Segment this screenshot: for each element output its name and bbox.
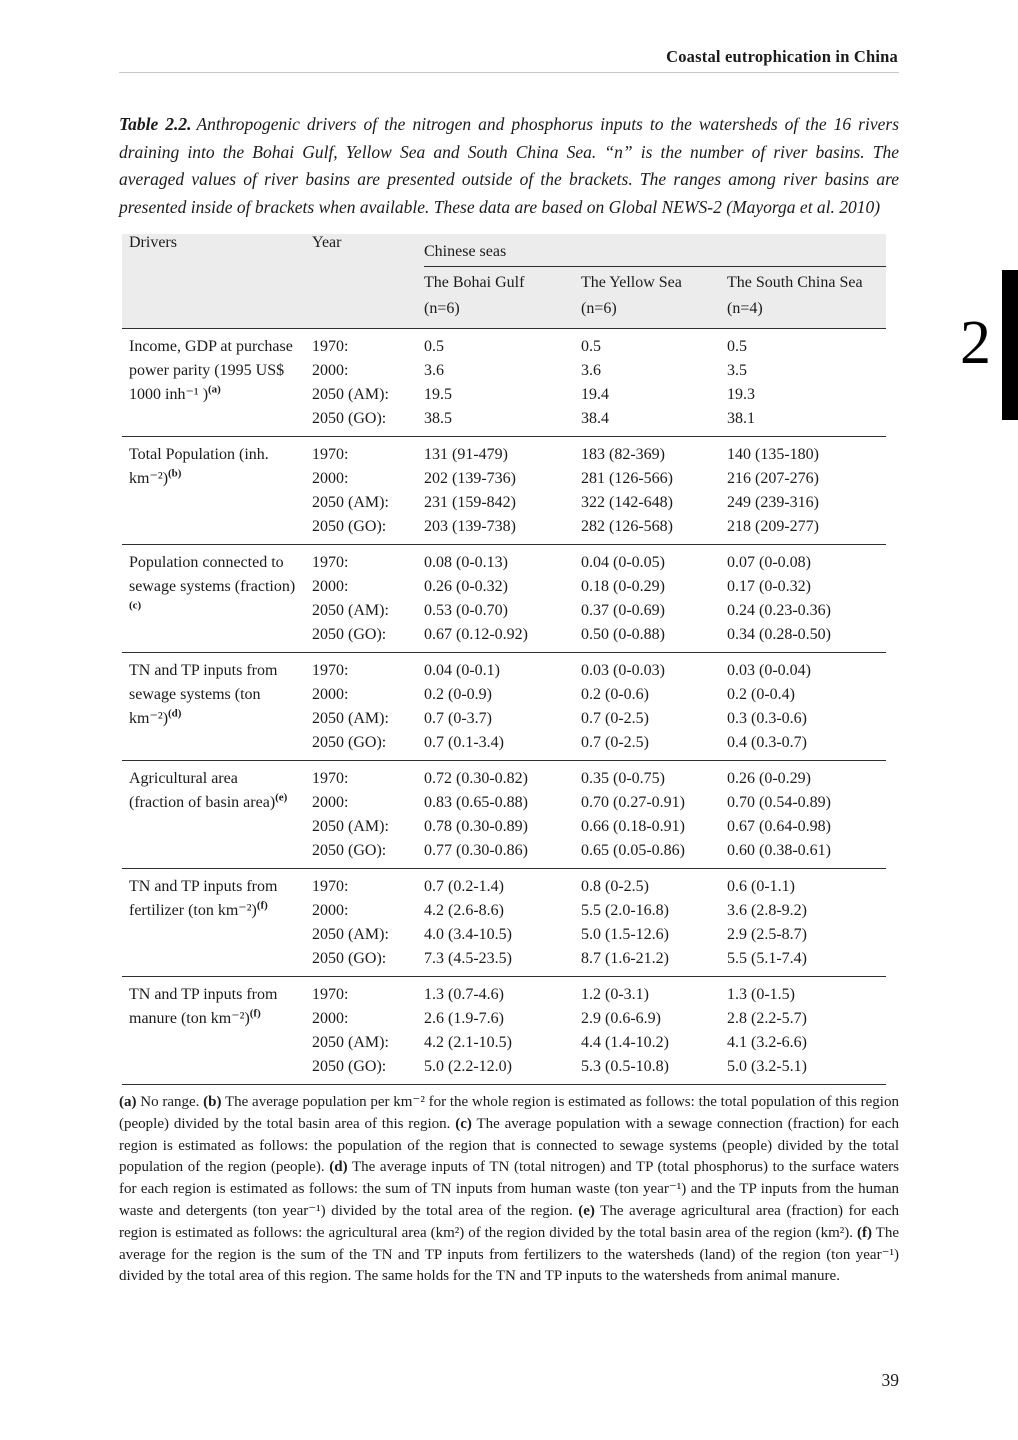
driver-text: TN and TP inputs from manure (ton km⁻²) <box>129 986 278 1027</box>
value-cell: 0.65 (0.05-0.86) <box>581 842 685 859</box>
driver-group <box>122 977 886 1085</box>
table-row <box>122 977 886 1008</box>
table-row <box>122 545 886 576</box>
driver-text: Total Population (inh. km⁻²) <box>129 446 269 487</box>
year-label: 2000: <box>312 794 349 811</box>
table-row <box>122 653 886 684</box>
chapter-number: 2 <box>960 309 991 377</box>
value-cell: 0.37 (0-0.69) <box>581 602 665 619</box>
footnote-marker: (a) <box>119 1094 137 1110</box>
value-cell: 0.83 (0.65-0.88) <box>424 794 528 811</box>
footnote-marker: (c) <box>455 1115 472 1132</box>
header-rule <box>119 72 899 73</box>
value-cell: 0.77 (0.30-0.86) <box>424 842 528 859</box>
value-cell: 140 (135-180) <box>727 446 819 463</box>
value-cell: 0.3 (0.3-0.6) <box>727 710 807 727</box>
value-cell: 0.08 (0-0.13) <box>424 554 508 571</box>
footnote-marker: (e) <box>578 1202 595 1219</box>
table-header <box>122 234 886 329</box>
driver-text: TN and TP inputs from sewage systems (ton km⁻²) <box>129 662 278 727</box>
value-cell: 0.03 (0-0.03) <box>581 662 665 679</box>
year-label: 1970: <box>312 986 349 1003</box>
table-row <box>122 761 886 792</box>
value-cell: 0.2 (0-0.6) <box>581 686 649 703</box>
value-cell: 0.7 (0-3.7) <box>424 710 492 727</box>
col-group-header-chinese-seas: Chinese seas <box>424 234 886 267</box>
value-cell: 231 (159-842) <box>424 494 516 511</box>
footnote-marker: (f) <box>856 1224 872 1241</box>
value-cell: 0.26 (0-0.29) <box>727 770 811 787</box>
footnote-marker: (c) <box>129 599 142 612</box>
value-cell: 183 (82-369) <box>581 446 665 463</box>
value-cell: 249 (239-316) <box>727 494 819 511</box>
value-cell: 2.8 (2.2-5.7) <box>727 1010 807 1027</box>
value-cell: 4.4 (1.4-10.2) <box>581 1034 669 1051</box>
year-label: 2050 (GO): <box>312 626 387 643</box>
value-cell: 202 (139-736) <box>424 470 516 487</box>
driver-label <box>122 545 312 653</box>
value-cell: 131 (91-479) <box>424 446 508 463</box>
year-label: 2050 (GO): <box>312 1058 387 1075</box>
table-row <box>122 869 886 900</box>
value-cell: 38.4 <box>581 410 609 427</box>
drivers-table <box>122 234 886 1085</box>
header-row-seas <box>122 234 886 267</box>
col-header-yellow-sea: The Yellow Sea <box>581 274 682 291</box>
col-n-south-china-sea: (n=4) <box>727 300 763 317</box>
value-cell: 4.1 (3.2-6.6) <box>727 1034 807 1051</box>
value-cell: 0.04 (0-0.1) <box>424 662 500 679</box>
year-label: 2050 (AM): <box>312 1034 389 1051</box>
year-label: 1970: <box>312 554 349 571</box>
value-cell: 0.2 (0-0.9) <box>424 686 492 703</box>
value-cell: 2.9 (2.5-8.7) <box>727 926 807 943</box>
value-cell: 5.5 (2.0-16.8) <box>581 902 669 919</box>
driver-label <box>122 977 312 1085</box>
value-cell: 218 (209-277) <box>727 518 819 535</box>
year-label: 2050 (GO): <box>312 842 387 859</box>
driver-text: TN and TP inputs from fertilizer (ton km⁻²) <box>129 878 278 919</box>
year-label: 2050 (AM): <box>312 602 389 619</box>
value-cell: 0.78 (0.30-0.89) <box>424 818 528 835</box>
value-cell: 4.2 (2.6-8.6) <box>424 902 504 919</box>
year-label: 2050 (GO): <box>312 950 387 967</box>
value-cell: 38.1 <box>727 410 755 427</box>
col-header-drivers: Drivers <box>129 234 177 251</box>
value-cell: 0.7 (0.1-3.4) <box>424 734 504 751</box>
value-cell: 0.7 (0-2.5) <box>581 734 649 751</box>
value-cell: 8.7 (1.6-21.2) <box>581 950 669 967</box>
driver-text: Population connected to sewage systems (fraction) <box>129 554 296 595</box>
footnotes: (a) No range. (b) The average population per km⁻² for the whole region is estimated as follows: the total population of this region (people) divided by the total basin area of this region. (c) The average population with a sewage connection (fraction) for each region is estimated as follows: the population of the region that is connected to sewage systems (people) divided by the total population of the region (people). (d) The average inputs of TN (total nitrogen) and TP (total phosphorus) to the surface waters for each region is estimated as follows: the sum of TN inputs from human waste (ton year⁻¹) and the TP inputs from the human waste and detergents (ton year⁻¹) divided by the total area of the region. (e) The average agricultural area (fraction) for each region is estimated as follows: the agricultural area (km²) of the region divided by the total basin area of the region (km²). (f) The average for the region is the sum of the TN and TP inputs from fertilizers to the watersheds (land) of the region (ton year⁻¹) divided by the total area of this region. The same holds for the TN and TP inputs to the watersheds from animal manure. <box>119 1094 899 1285</box>
value-cell: 0.35 (0-0.75) <box>581 770 665 787</box>
value-cell: 216 (207-276) <box>727 470 819 487</box>
value-cell: 0.26 (0-0.32) <box>424 578 508 595</box>
col-n-yellow-sea: (n=6) <box>581 300 617 317</box>
value-cell: 0.72 (0.30-0.82) <box>424 770 528 787</box>
value-cell: 5.0 (1.5-12.6) <box>581 926 669 943</box>
year-label: 2050 (GO): <box>312 734 387 751</box>
year-label: 2050 (AM): <box>312 926 389 943</box>
value-cell: 3.6 <box>581 362 601 379</box>
footnote-marker: (b) <box>168 467 182 480</box>
value-cell: 0.17 (0-0.32) <box>727 578 811 595</box>
driver-group <box>122 329 886 437</box>
driver-group <box>122 653 886 761</box>
value-cell: 0.5 <box>727 338 747 355</box>
value-cell: 0.2 (0-0.4) <box>727 686 795 703</box>
year-label: 2050 (GO): <box>312 518 387 535</box>
year-label: 1970: <box>312 770 349 787</box>
caption-text: Anthropogenic drivers of the nitrogen and phosphorus inputs to the watersheds of the 16 rivers draining into the Bohai Gulf, Yellow Sea and South China Sea. “n” is the number of river basins. The averaged values of river basins are presented outside of the brackets. The ranges among river basins are presented inside of brackets when available. These data are based on Global NEWS-2 (Mayorga et al. 2010) <box>119 114 900 217</box>
value-cell: 0.70 (0.54-0.89) <box>727 794 831 811</box>
value-cell: 5.0 (3.2-5.1) <box>727 1058 807 1075</box>
footnote-marker: (a) <box>208 383 221 396</box>
chapter-tab-bar <box>1002 270 1018 420</box>
year-label: 2000: <box>312 686 349 703</box>
year-label: 2050 (AM): <box>312 494 389 511</box>
value-cell: 7.3 (4.5-23.5) <box>424 950 512 967</box>
value-cell: 0.04 (0-0.05) <box>581 554 665 571</box>
value-cell: 281 (126-566) <box>581 470 673 487</box>
value-cell: 0.6 (0-1.1) <box>727 878 795 895</box>
value-cell: 1.2 (0-3.1) <box>581 986 649 1003</box>
year-label: 2050 (GO): <box>312 410 387 427</box>
driver-label <box>122 869 312 977</box>
value-cell: 0.5 <box>581 338 601 355</box>
year-label: 2050 (AM): <box>312 386 389 403</box>
footnote-marker: (f) <box>256 899 268 912</box>
footnote-marker: (d) <box>329 1159 348 1176</box>
year-label: 1970: <box>312 446 349 463</box>
value-cell: 0.67 (0.64-0.98) <box>727 818 831 835</box>
value-cell: 0.53 (0-0.70) <box>424 602 508 619</box>
year-label: 2000: <box>312 470 349 487</box>
value-cell: 282 (126-568) <box>581 518 673 535</box>
value-cell: 5.3 (0.5-10.8) <box>581 1058 669 1075</box>
year-label: 2050 (AM): <box>312 710 389 727</box>
value-cell: 0.70 (0.27-0.91) <box>581 794 685 811</box>
table-wrapper <box>119 234 899 1085</box>
value-cell: 0.03 (0-0.04) <box>727 662 811 679</box>
year-label: 2050 (AM): <box>312 818 389 835</box>
value-cell: 1.3 (0-1.5) <box>727 986 795 1003</box>
value-cell: 0.5 <box>424 338 444 355</box>
driver-label <box>122 329 312 437</box>
value-cell: 0.18 (0-0.29) <box>581 578 665 595</box>
driver-group <box>122 869 886 977</box>
driver-label <box>122 761 312 869</box>
col-header-year: Year <box>312 234 342 251</box>
table-caption <box>119 111 899 221</box>
footnote-marker: (f) <box>249 1007 261 1020</box>
year-label: 2000: <box>312 1010 349 1027</box>
page-content <box>119 47 899 1288</box>
driver-label <box>122 653 312 761</box>
value-cell: 0.60 (0.38-0.61) <box>727 842 831 859</box>
driver-group <box>122 761 886 869</box>
value-cell: 2.6 (1.9-7.6) <box>424 1010 504 1027</box>
year-label: 1970: <box>312 338 349 355</box>
page-number: 39 <box>881 1370 899 1390</box>
running-header: Coastal eutrophication in China <box>666 47 898 66</box>
value-cell: 0.50 (0-0.88) <box>581 626 665 643</box>
value-cell: 0.66 (0.18-0.91) <box>581 818 685 835</box>
footnote-marker: (e) <box>275 791 288 804</box>
table-row <box>122 437 886 468</box>
value-cell: 0.8 (0-2.5) <box>581 878 649 895</box>
year-label: 2000: <box>312 362 349 379</box>
value-cell: 4.0 (3.4-10.5) <box>424 926 512 943</box>
value-cell: 322 (142-648) <box>581 494 673 511</box>
year-label: 2000: <box>312 902 349 919</box>
col-n-bohai-gulf: (n=6) <box>424 300 460 317</box>
value-cell: 0.24 (0.23-0.36) <box>727 602 831 619</box>
value-cell: 3.6 <box>424 362 444 379</box>
driver-text: Income, GDP at purchase power parity (1995 US$ 1000 inh⁻¹ ) <box>129 338 293 403</box>
footnote-marker: (d) <box>168 707 182 720</box>
value-cell: 0.34 (0.28-0.50) <box>727 626 831 643</box>
value-cell: 203 (139-738) <box>424 518 516 535</box>
col-header-bohai-gulf: The Bohai Gulf <box>424 274 525 291</box>
value-cell: 0.07 (0-0.08) <box>727 554 811 571</box>
caption-label: Table 2.2. <box>119 114 192 134</box>
value-cell: 19.5 <box>424 386 452 403</box>
year-label: 2000: <box>312 578 349 595</box>
driver-group <box>122 437 886 545</box>
value-cell: 0.67 (0.12-0.92) <box>424 626 528 643</box>
value-cell: 1.3 (0.7-4.6) <box>424 986 504 1003</box>
value-cell: 4.2 (2.1-10.5) <box>424 1034 512 1051</box>
value-cell: 0.7 (0-2.5) <box>581 710 649 727</box>
col-header-south-china-sea: The South China Sea <box>727 274 863 291</box>
value-cell: 38.5 <box>424 410 452 427</box>
value-cell: 5.5 (5.1-7.4) <box>727 950 807 967</box>
value-cell: 3.5 <box>727 362 747 379</box>
value-cell: 3.6 (2.8-9.2) <box>727 902 807 919</box>
value-cell: 19.3 <box>727 386 755 403</box>
value-cell: 0.7 (0.2-1.4) <box>424 878 504 895</box>
value-cell: 19.4 <box>581 386 609 403</box>
year-label: 1970: <box>312 878 349 895</box>
table-row <box>122 329 886 360</box>
year-label: 1970: <box>312 662 349 679</box>
driver-label <box>122 437 312 545</box>
value-cell: 2.9 (0.6-6.9) <box>581 1010 661 1027</box>
driver-text: Agricultural area (fraction of basin area) <box>129 770 276 811</box>
value-cell: 5.0 (2.2-12.0) <box>424 1058 512 1075</box>
footnote-marker: (b) <box>203 1094 222 1110</box>
driver-group <box>122 545 886 653</box>
value-cell: 0.4 (0.3-0.7) <box>727 734 807 751</box>
